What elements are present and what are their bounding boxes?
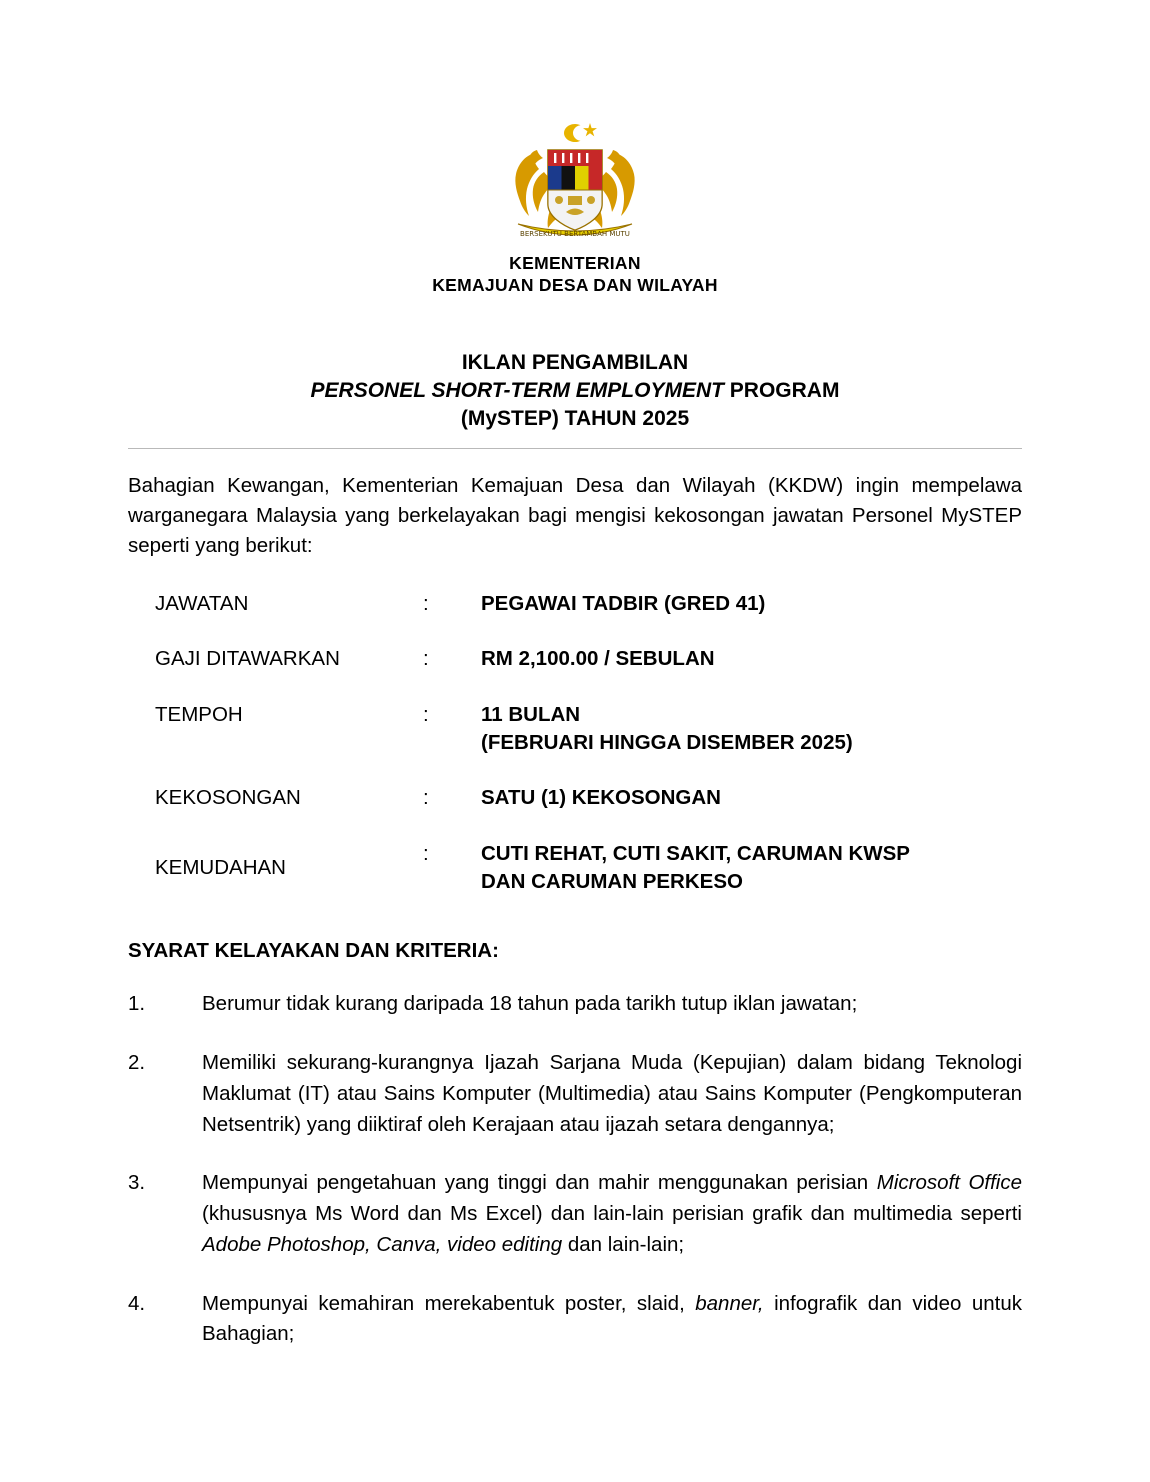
title-line-1: IKLAN PENGAMBILAN bbox=[461, 350, 689, 374]
criteria-heading: SYARAT KELAYAKAN DAN KRITERIA: bbox=[128, 939, 499, 963]
detail-colon: : bbox=[423, 842, 429, 866]
table-row bbox=[155, 840, 995, 895]
list-item bbox=[128, 1168, 1022, 1260]
ministry-name bbox=[432, 253, 718, 297]
detail-label: KEKOSONGAN bbox=[155, 786, 301, 810]
table-row bbox=[155, 784, 995, 840]
criteria-number: 4. bbox=[128, 1291, 146, 1315]
ministry-line-1: KEMENTERIAN bbox=[509, 253, 641, 273]
detail-value bbox=[481, 645, 995, 701]
detail-label: TEMPOH bbox=[155, 703, 243, 727]
detail-value-line-1: CUTI REHAT, CUTI SAKIT, CARUMAN KWSP bbox=[481, 842, 910, 866]
ministry-line-2: KEMAJUAN DESA DAN WILAYAH bbox=[432, 274, 718, 295]
document-header bbox=[0, 0, 1150, 297]
detail-label: JAWATAN bbox=[155, 591, 249, 615]
detail-value-line-2: DAN CARUMAN PERKESO bbox=[481, 869, 743, 893]
detail-label: GAJI DITAWARKAN bbox=[155, 647, 340, 671]
criteria-list bbox=[128, 989, 1022, 1350]
criteria-text: Mempunyai pengetahuan yang tinggi dan mahir menggunakan perisian Microsoft Office (khususnya Ms Word dan Ms Excel) dan lain-lain perisian grafik dan multimedia seperti Adobe Photoshop, Canva, video editing dan lain-lain; bbox=[202, 1171, 1022, 1256]
criteria-number: 3. bbox=[128, 1171, 146, 1195]
detail-value-line-2: (FEBRUARI HINGGA DISEMBER 2025) bbox=[481, 730, 853, 754]
detail-value bbox=[481, 701, 995, 784]
list-item bbox=[128, 1048, 1022, 1140]
detail-value-line-1: 11 BULAN bbox=[481, 703, 581, 727]
detail-colon: : bbox=[423, 703, 429, 727]
detail-colon: : bbox=[423, 591, 429, 615]
job-details-table bbox=[155, 590, 995, 896]
list-item bbox=[128, 1289, 1022, 1351]
title-line-2-italic: PERSONEL SHORT-TERM EMPLOYMENT bbox=[310, 379, 724, 403]
detail-value bbox=[481, 590, 995, 646]
criteria-text: Berumur tidak kurang daripada 18 tahun pada tarikh tutup iklan jawatan; bbox=[202, 992, 858, 1016]
title-divider bbox=[128, 448, 1022, 449]
table-row bbox=[155, 645, 995, 701]
table-row bbox=[155, 590, 995, 646]
detail-value bbox=[481, 784, 995, 840]
detail-value-line-1: PEGAWAI TADBIR (GRED 41) bbox=[481, 591, 766, 615]
title-line-3: (MySTEP) TAHUN 2025 bbox=[460, 407, 690, 431]
criteria-number: 2. bbox=[128, 1051, 146, 1075]
detail-value bbox=[481, 840, 995, 895]
page-title bbox=[0, 349, 1150, 434]
svg-text:BERSEKUTU BERTAMBAH MUTU: BERSEKUTU BERTAMBAH MUTU bbox=[520, 230, 630, 238]
intro-paragraph: Bahagian Kewangan, Kementerian Kemajuan Desa dan Wilayah (KKDW) ingin mempelawa warganegara Malaysia yang berkelayakan bagi mengisi kekosongan jawatan Personel MySTEP seperti yang berikut: bbox=[128, 473, 1022, 558]
detail-value-line-1: SATU (1) KEKOSONGAN bbox=[481, 786, 721, 810]
list-item bbox=[128, 989, 1022, 1020]
detail-colon: : bbox=[423, 647, 429, 671]
criteria-number: 1. bbox=[128, 992, 146, 1016]
detail-value-line-1: RM 2,100.00 / SEBULAN bbox=[481, 647, 715, 671]
detail-colon: : bbox=[423, 786, 429, 810]
title-line-2-plain: PROGRAM bbox=[723, 379, 840, 403]
criteria-text: Mempunyai kemahiran merekabentuk poster, slaid, banner, infografik dan video untuk Bahagian; bbox=[202, 1291, 1022, 1346]
title-line-2 bbox=[0, 377, 1150, 405]
criteria-text: Memiliki sekurang-kurangnya Ijazah Sarjana Muda (Kepujian) dalam bidang Teknologi Maklumat (IT) atau Sains Komputer (Multimedia) atau Sains Komputer (Pengkomputeran Netsentrik) yang diiktiraf oleh Kerajaan atau ijazah setara dengannya; bbox=[202, 1051, 1022, 1136]
detail-label: KEMUDAHAN bbox=[155, 855, 286, 879]
malaysia-coat-of-arms-icon bbox=[480, 120, 670, 245]
table-row bbox=[155, 701, 995, 784]
